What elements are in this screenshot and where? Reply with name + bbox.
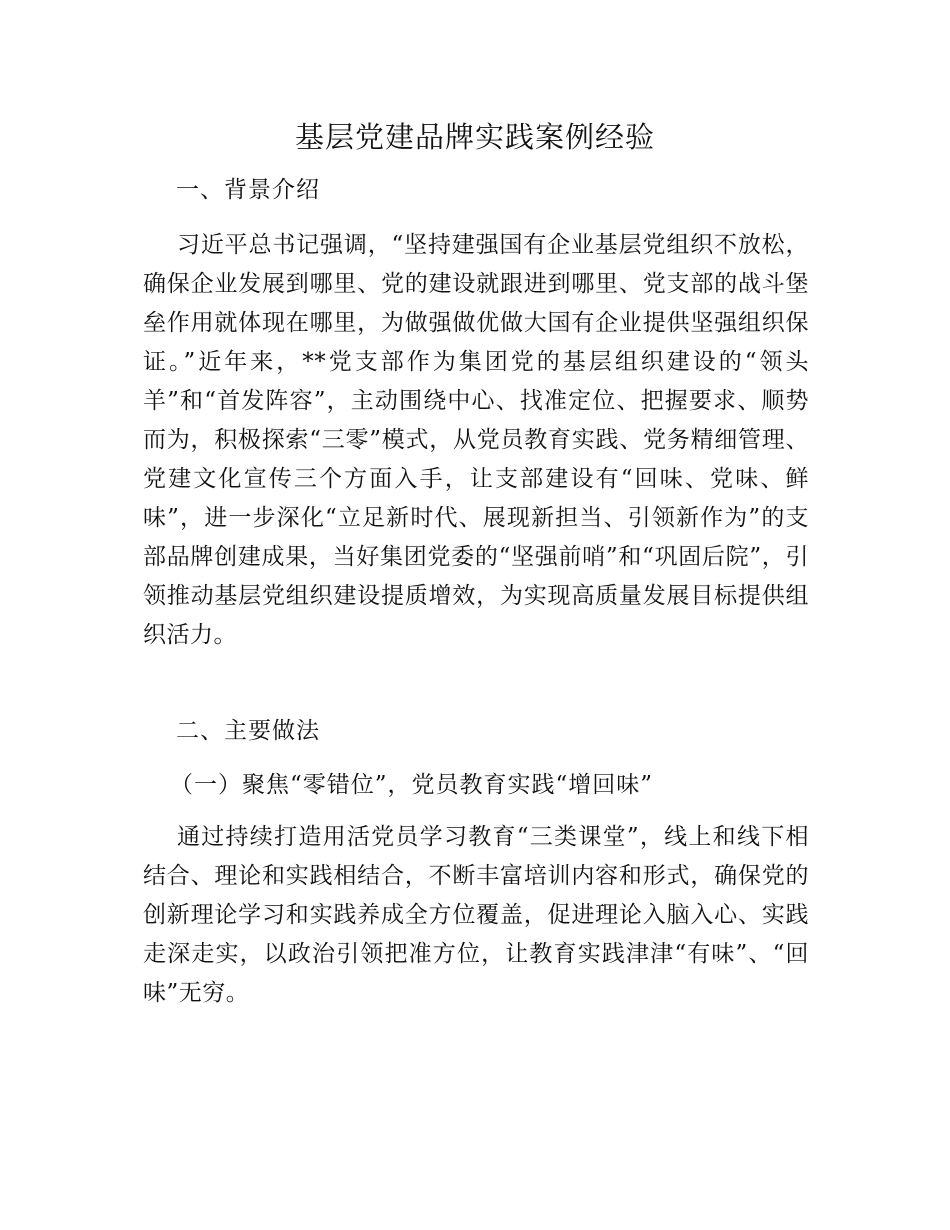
paragraph-background: 习近平总书记强调，“坚持建强国有企业基层党组织不放松，确保企业发展到哪里、党的建设就跟进到哪里、党支部的战斗堡垒作用就体现在哪里，为做强做优做大国有企业提供坚强组织保证。”近年来，**党支部作为集团党的基层组织建设的“领头羊”和“首发阵容”，主动围绕中心、找准定位、把握要求、顺势而为，积极探索“三零”模式，从党员教育实践、党务精细管理、党建文化宣传三个方面入手，让支部建设有“回味、党味、鲜味”，进一步深化“立足新时代、展现新担当、引领新作为”的支部品牌创建成果，当好集团党委的“坚强前哨”和“巩固后院”，引领推动基层党组织建设提质增效，为实现高质量发展目标提供组织活力。 — [143, 232, 809, 648]
document-title: 基层党建品牌实践案例经验 — [294, 120, 655, 154]
subsection-heading-zero-misalignment: （一）聚焦“零错位”，党员教育实践“增回味” — [170, 772, 654, 798]
section-heading-background: 一、背景介绍 — [176, 177, 320, 203]
section-heading-main-practices: 二、主要做法 — [176, 718, 320, 744]
paragraph-education-practice: 通过持续打造用活党员学习教育“三类课堂”，线上和线下相结合、理论和实践相结合，不断丰富培训内容和形式，确保党的创新理论学习和实践养成全方位覆盖，促进理论入脑入心、实践走深走实，以政治引领把准方位，让教育实践津津“有味”、“回味”无穷。 — [143, 824, 809, 1006]
